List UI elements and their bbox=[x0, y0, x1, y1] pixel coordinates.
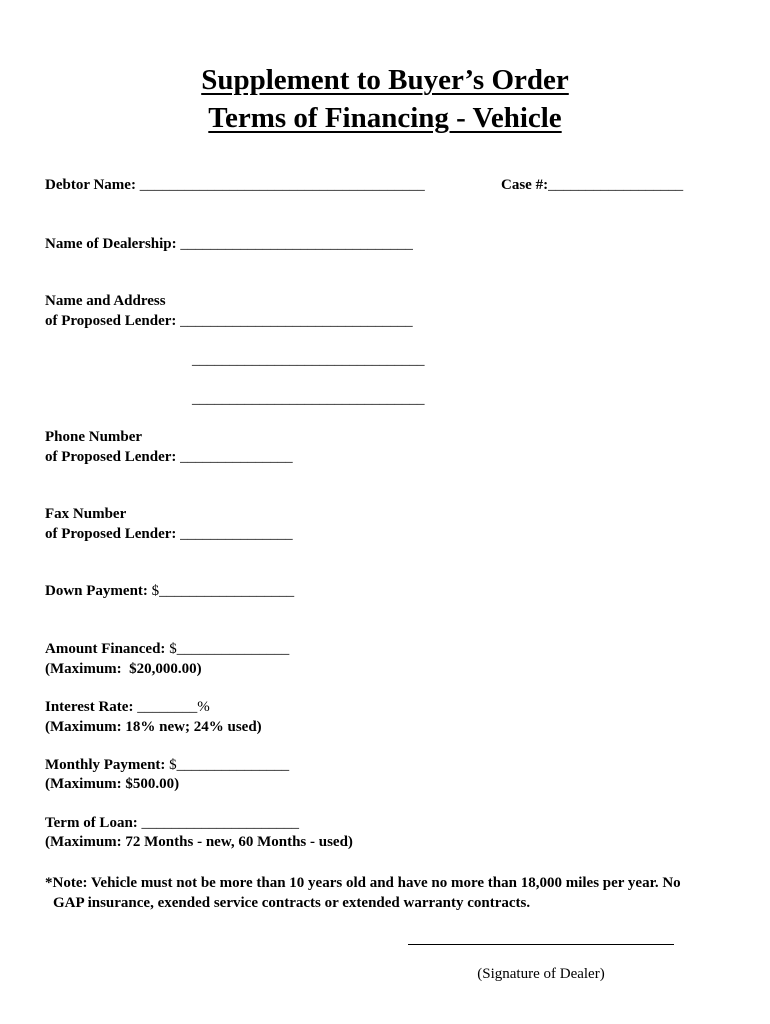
lender-address-field-1[interactable]: _______________________________ bbox=[180, 313, 413, 329]
interest-rate-label: Interest Rate: bbox=[45, 699, 138, 715]
dealership-field[interactable]: _______________________________ bbox=[180, 236, 413, 252]
case-number-label: Case #: bbox=[501, 177, 549, 193]
dealer-signature-caption: (Signature of Dealer) bbox=[477, 966, 605, 982]
debtor-name-field[interactable]: ______________________________________ bbox=[139, 177, 425, 193]
lender-fax-label-2: of Proposed Lender: bbox=[45, 526, 181, 542]
amount-financed-label: Amount Financed: bbox=[45, 641, 170, 657]
interest-rate-percent-sign: % bbox=[197, 699, 210, 715]
case-number-row bbox=[501, 176, 683, 195]
term-of-loan-limit: (Maximum: 72 Months - new, 60 Months - used) bbox=[45, 834, 353, 850]
down-payment-field[interactable]: __________________ bbox=[159, 583, 295, 599]
dealership-label: Name of Dealership: bbox=[45, 236, 181, 252]
amount-financed-dollar-sign: $ bbox=[169, 641, 177, 657]
case-number-field[interactable]: __________________ bbox=[548, 177, 684, 193]
lender-phone-label-2: of Proposed Lender: bbox=[45, 449, 181, 465]
title-text-1: Supplement to Buyer’s Order bbox=[201, 64, 569, 96]
title-text-2: Terms of Financing - Vehicle bbox=[208, 102, 562, 134]
down-payment-row bbox=[45, 582, 294, 601]
vehicle-note-line-1: *Note: Vehicle must not be more than 10 years old and have no more than 18,000 miles per year. No bbox=[45, 875, 681, 891]
lender-address-label-1: Name and Address bbox=[45, 293, 166, 309]
down-payment-dollar-sign: $ bbox=[151, 583, 160, 599]
interest-rate-limit: (Maximum: 18% new; 24% used) bbox=[45, 719, 262, 735]
lender-address-field-2[interactable]: _______________________________ bbox=[192, 352, 425, 368]
down-payment-label: Down Payment: bbox=[45, 583, 152, 599]
title-line-1 bbox=[0, 64, 770, 97]
lender-fax-label-1: Fax Number bbox=[45, 506, 127, 522]
lender-phone-field[interactable]: _______________ bbox=[180, 449, 293, 465]
lender-fax-field[interactable]: _______________ bbox=[180, 526, 293, 542]
title-line-2 bbox=[0, 102, 770, 135]
monthly-payment-label: Monthly Payment: bbox=[45, 757, 170, 773]
term-of-loan-row bbox=[45, 814, 299, 833]
debtor-name-label: Debtor Name: bbox=[45, 177, 140, 193]
debtor-name-row bbox=[45, 176, 425, 195]
monthly-payment-dollar-sign: $ bbox=[169, 757, 177, 773]
lender-address-field-3[interactable]: _______________________________ bbox=[192, 391, 425, 407]
dealer-signature-line[interactable] bbox=[408, 944, 674, 945]
lender-address-label-2: of Proposed Lender: bbox=[45, 313, 181, 329]
lender-address-row bbox=[45, 312, 413, 331]
vehicle-note bbox=[45, 873, 755, 913]
lender-phone-row bbox=[45, 448, 293, 467]
vehicle-note-line-2: GAP insurance, exended service contracts or extended warranty contracts. bbox=[53, 895, 531, 911]
amount-financed-limit: (Maximum: $20,000.00) bbox=[45, 661, 202, 677]
monthly-payment-limit: (Maximum: $500.00) bbox=[45, 776, 180, 792]
monthly-payment-row bbox=[45, 756, 289, 775]
term-of-loan-field[interactable]: _____________________ bbox=[141, 815, 300, 831]
amount-financed-row bbox=[45, 640, 289, 659]
interest-rate-row bbox=[45, 698, 210, 717]
amount-financed-field[interactable]: _______________ bbox=[176, 641, 290, 657]
lender-fax-row bbox=[45, 525, 293, 544]
dealership-row bbox=[45, 235, 413, 254]
term-of-loan-label: Term of Loan: bbox=[45, 815, 142, 831]
monthly-payment-field[interactable]: _______________ bbox=[176, 757, 290, 773]
interest-rate-field[interactable]: ________ bbox=[137, 699, 198, 715]
lender-phone-label-1: Phone Number bbox=[45, 429, 143, 445]
